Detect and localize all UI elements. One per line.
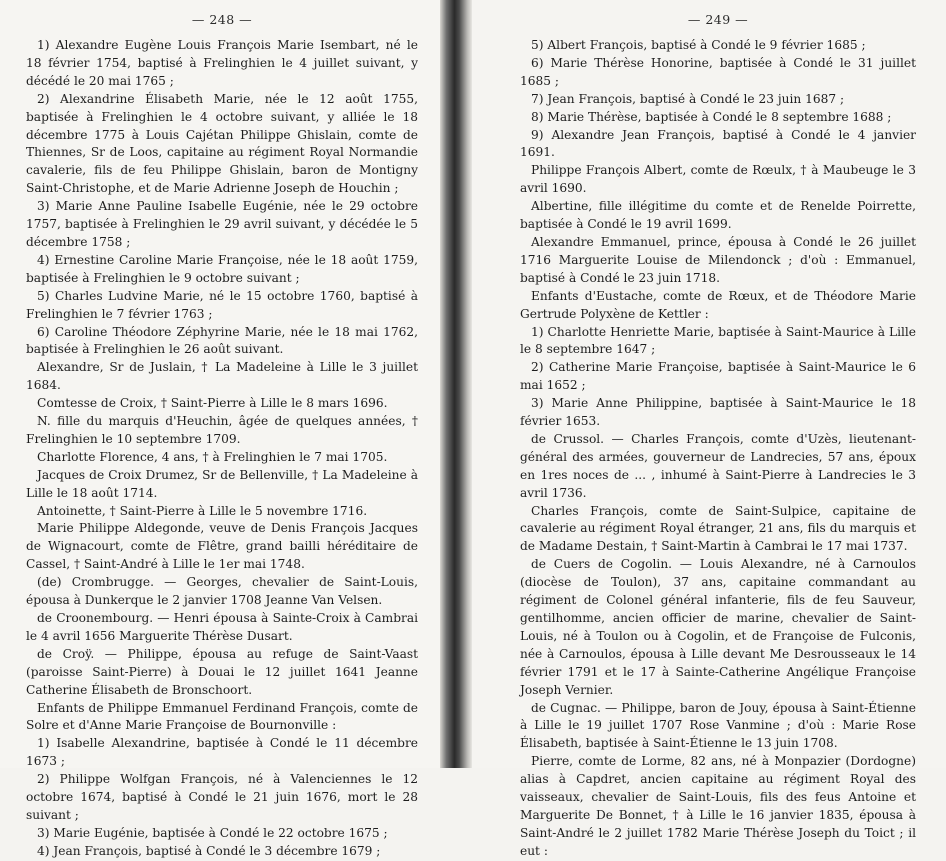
paragraph: 3) Marie Eugénie, baptisée à Condé le 22 octobre 1675 ;: [37, 825, 388, 840]
paragraph: Antoinette, † Saint-Pierre à Lille le 5 novembre 1716.: [37, 503, 368, 518]
left-page: [0, 0, 440, 858]
paragraph: Philippe François Albert, comte de Rœulx, † à Maubeuge le 3 avril 1690.: [520, 163, 916, 196]
paragraph: 2) Philippe Wolfgan François, né à Valenciennes le 12 octobre 1674, baptisé à Condé le 21 juin 1676, mort le 28 suivant ;: [26, 772, 418, 822]
paragraph: Jacques de Croix Drumez, Sr de Bellenville, † La Madeleine à Lille le 18 août 1714.: [26, 467, 418, 500]
paragraph: Enfants de Philippe Emmanuel Ferdinand François, comte de Solre et d'Anne Marie Françoise de Bournonville :: [26, 700, 418, 733]
entry-heading-paragraph: de Croonembourg. — Henri épousa à Sainte-Croix à Cambrai le 4 avril 1656 Marguerite Thérèse Dusart.: [26, 611, 418, 643]
paragraph: Alexandre Emmanuel, prince, épousa à Condé le 26 juillet 1716 Marguerite Louise de Milendonck ; d'où : Emmanuel, baptisé à Condé le 23 juin 1718.: [520, 234, 916, 285]
paragraph: Marie Philippe Aldegonde, veuve de Denis François Jacques de Wignacourt, comte de Flêtre, grand bailli héréditaire de Cassel, † Saint-André à Lille le 1er mai 1748.: [26, 521, 418, 572]
entry-heading-paragraph: (de) Crombrugge. — Georges, chevalier de Saint-Louis, épousa à Dunkerque le 2 janvier 1708 Jeanne Van Velsen.: [26, 575, 418, 608]
paragraph: Charles François, comte de Saint-Sulpice, capitaine de cavalerie au régiment Royal étranger, 21 ans, fils du marquis et de Madame Destain, † Saint-Martin à Cambrai le 17 mai 1737.: [520, 503, 916, 554]
entry-heading-paragraph: de Croÿ. — Philippe, épousa au refuge de Saint-Vaast (paroisse Saint-Pierre) à Douai le 12 juillet 1641 Jeanne Catherine Élisabeth de Bronschoort.: [26, 646, 418, 697]
paragraph: 2) Alexandrine Élisabeth Marie, née le 12 août 1755, baptisée à Frelinghien le 4 octobre suivant, y alliée le 18 décembre 1775 à Louis Cajétan Philippe Ghislain, comte de Thiennes, Sr de Loos, capitaine au régiment Royal Normandie cavalerie, fils de feu Philippe Ghislain, baron de Montigny Saint-Christophe, et de Marie Adrienne Joseph de Houchin ;: [26, 91, 418, 196]
paragraph: 3) Marie Anne Philippine, baptisée à Saint-Maurice le 18 février 1653.: [520, 396, 916, 429]
paragraph: 3) Marie Anne Pauline Isabelle Eugénie, née le 29 octobre 1757, baptisée à Frelinghien le 29 avril suivant, y décédée le 5 décembre 1758 ;: [26, 199, 418, 249]
right-page: [472, 0, 946, 858]
paragraph: 1) Charlotte Henriette Marie, baptisée à Saint-Maurice à Lille le 8 septembre 1647 ;: [520, 324, 916, 357]
page-number: — 249 —: [687, 12, 749, 27]
paragraph: 8) Marie Thérèse, baptisée à Condé le 8 septembre 1688 ;: [531, 109, 892, 124]
paragraph: Pierre, comte de Lorme, 82 ans, né à Monpazier (Dordogne) alias à Capdret, ancien capitaine au régiment Royal des vaisseaux, chevalier de Saint-Louis, fils des feus Antoine et Marguerite De Bonnet, † à Lille le 16 janvier 1835, épousa à Saint-André le 2 juillet 1782 Marie Thérèse Joseph du Toict ; il eut :: [520, 754, 916, 858]
paragraph: 5) Albert François, baptisé à Condé le 9 février 1685 ;: [531, 38, 866, 52]
paragraph: 1) Isabelle Alexandrine, baptisée à Condé le 11 décembre 1673 ;: [26, 736, 418, 769]
paragraph: 7) Jean François, baptisé à Condé le 23 juin 1687 ;: [531, 91, 845, 106]
paragraph: Charlotte Florence, 4 ans, † à Frelinghien le 7 mai 1705.: [37, 449, 388, 464]
paragraph: 2) Catherine Marie Françoise, baptisée à Saint-Maurice le 6 mai 1652 ;: [520, 360, 916, 393]
paragraph: 1) Alexandre Eugène Louis François Marie Isembart, né le 18 février 1754, baptisé à Frelinghien le 4 juillet suivant, y décédé le 20 mai 1765 ;: [26, 38, 418, 88]
paragraph: Comtesse de Croix, † Saint-Pierre à Lille le 8 mars 1696.: [37, 396, 388, 411]
paragraph: 9) Alexandre Jean François, baptisé à Condé le 4 janvier 1691.: [520, 127, 916, 160]
entry-heading-paragraph: de Crussol. — Charles François, comte d'Uzès, lieutenant-général des armées, gouverneur de Landrecies, 57 ans, époux en 1res noces de ... , inhumé à Saint-Pierre à Landrecies le 3 avril 1736.: [520, 431, 916, 500]
paragraph: N. fille du marquis d'Heuchin, âgée de quelques années, † Frelinghien le 10 septembre 1709.: [26, 414, 418, 446]
paragraph: Albertine, fille illégitime du comte et de Renelde Poirrette, baptisée à Condé le 19 avril 1699.: [520, 199, 916, 232]
paragraph: 4) Jean François, baptisé à Condé le 3 décembre 1679 ;: [37, 843, 381, 858]
page-number: — 248 —: [191, 12, 253, 27]
book-gutter: [440, 0, 472, 768]
paragraph: Enfants d'Eustache, comte de Rœux, et de Théodore Marie Gertrude Polyxène de Kettler :: [520, 288, 916, 321]
paragraph: 6) Caroline Théodore Zéphyrine Marie, née le 18 mai 1762, baptisée à Frelinghien le 26 août suivant.: [26, 324, 418, 357]
entry-heading-paragraph: de Cuers de Cogolin. — Louis Alexandre, né à Carnoulos (diocèse de Toulon), 37 ans, capitaine commandant au régiment de Colonel général infanterie, fils de feu Sauveur, gentilhomme, ancien officier de marine, chevalier de Saint-Louis, né à Toulon ou à Cogolin, et de Françoise de Fulconis, née à Carnoulos, épousa à Lille devant Me Desrousseaux le 14 février 1791 et le 17 à Sainte-Catherine Angélique Françoise Joseph Vernier.: [520, 557, 916, 697]
paragraph: 4) Ernestine Caroline Marie Françoise, née le 18 août 1759, baptisée à Frelinghien le 9 octobre suivant ;: [26, 252, 418, 285]
paragraph: Alexandre, Sr de Juslain, † La Madeleine à Lille le 3 juillet 1684.: [26, 360, 418, 393]
paragraph: 5) Charles Ludvine Marie, né le 15 octobre 1760, baptisé à Frelinghien le 7 février 1763 ;: [26, 288, 418, 321]
entry-heading-paragraph: de Cugnac. — Philippe, baron de Jouy, épousa à Saint-Étienne à Lille le 19 juillet 1707 Rose Vanmine ; d'où : Marie Rose Élisabeth, baptisée à Saint-Étienne le 13 juin 1708.: [520, 700, 916, 751]
paragraph: 6) Marie Thérèse Honorine, baptisée à Condé le 31 juillet 1685 ;: [520, 55, 916, 88]
